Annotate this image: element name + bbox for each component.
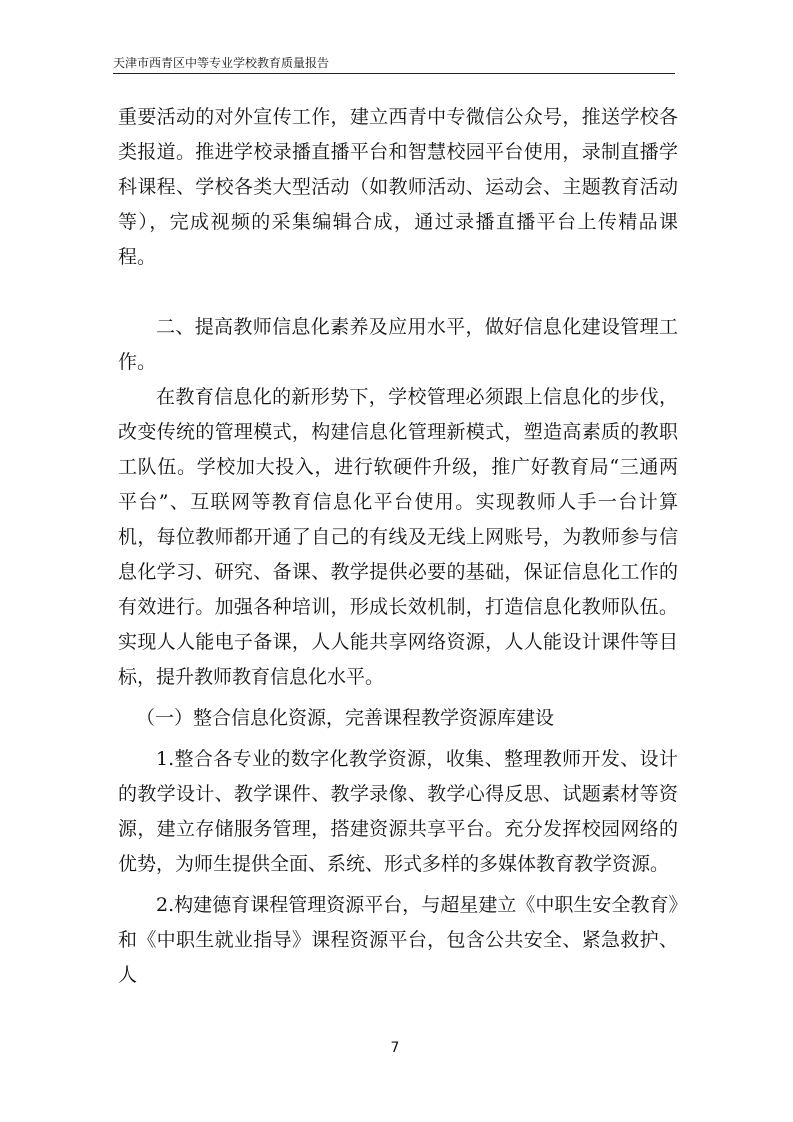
page-number: 7: [390, 1040, 400, 1056]
section-heading: 二、提高教师信息化素养及应用水平，做好信息化建设管理工作。: [118, 316, 678, 373]
paragraph-item-2: 2.构建德育课程管理资源平台，与超星建立《中职生安全教育》和《中职生就业指导》课程资源平台，包含公共安全、紧急救护、人: [118, 894, 678, 986]
subsection-heading: （一）整合信息化资源，完善课程教学资源库建设: [136, 707, 555, 729]
page-header: [113, 55, 675, 74]
paragraph-item-1: 1.整合各专业的数字化教学资源，收集、整理教师开发、设计的教学设计、教学课件、教学录像、教学心得反思、试题素材等资源，建立存储服务管理，搭建资源共享平台。充分发挥校园网络的优势，为师生提供全面、系统、形式多样的多媒体教育教学资源。: [118, 748, 678, 875]
paragraph-informatization: 在教育信息化的新形势下，学校管理必须跟上信息化的步伐，改变传统的管理模式，构建信息化管理新模式，塑造高素质的教职工队伍。学校加大投入，进行软硬件升级，推广好教育局“三通两平台”、互联网等教育信息化平台使用。实现教师人手一台计算机，每位教师都开通了自己的有线及无线上网账号，为教师参与信息化学习、研究、备课、教学提供必要的基础，保证信息化工作的有效进行。加强各种培训，形成长效机制，打造信息化教师队伍。实现人人能电子备课，人人能共享网络资源，人人能设计课件等目标，提升教师教育信息化水平。: [118, 386, 678, 688]
header-title: 天津市西青区中等专业学校教育质量报告: [113, 56, 330, 70]
document-body: [118, 100, 678, 993]
paragraph-intro: 重要活动的对外宣传工作，建立西青中专微信公众号，推送学校各类报道。推进学校录播直播平台和智慧校园平台使用，录制直播学科课程、学校各类大型活动（如教师活动、运动会、主题教育活动等），完成视频的采集编辑合成，通过录播直播平台上传精品课程。: [118, 106, 678, 268]
